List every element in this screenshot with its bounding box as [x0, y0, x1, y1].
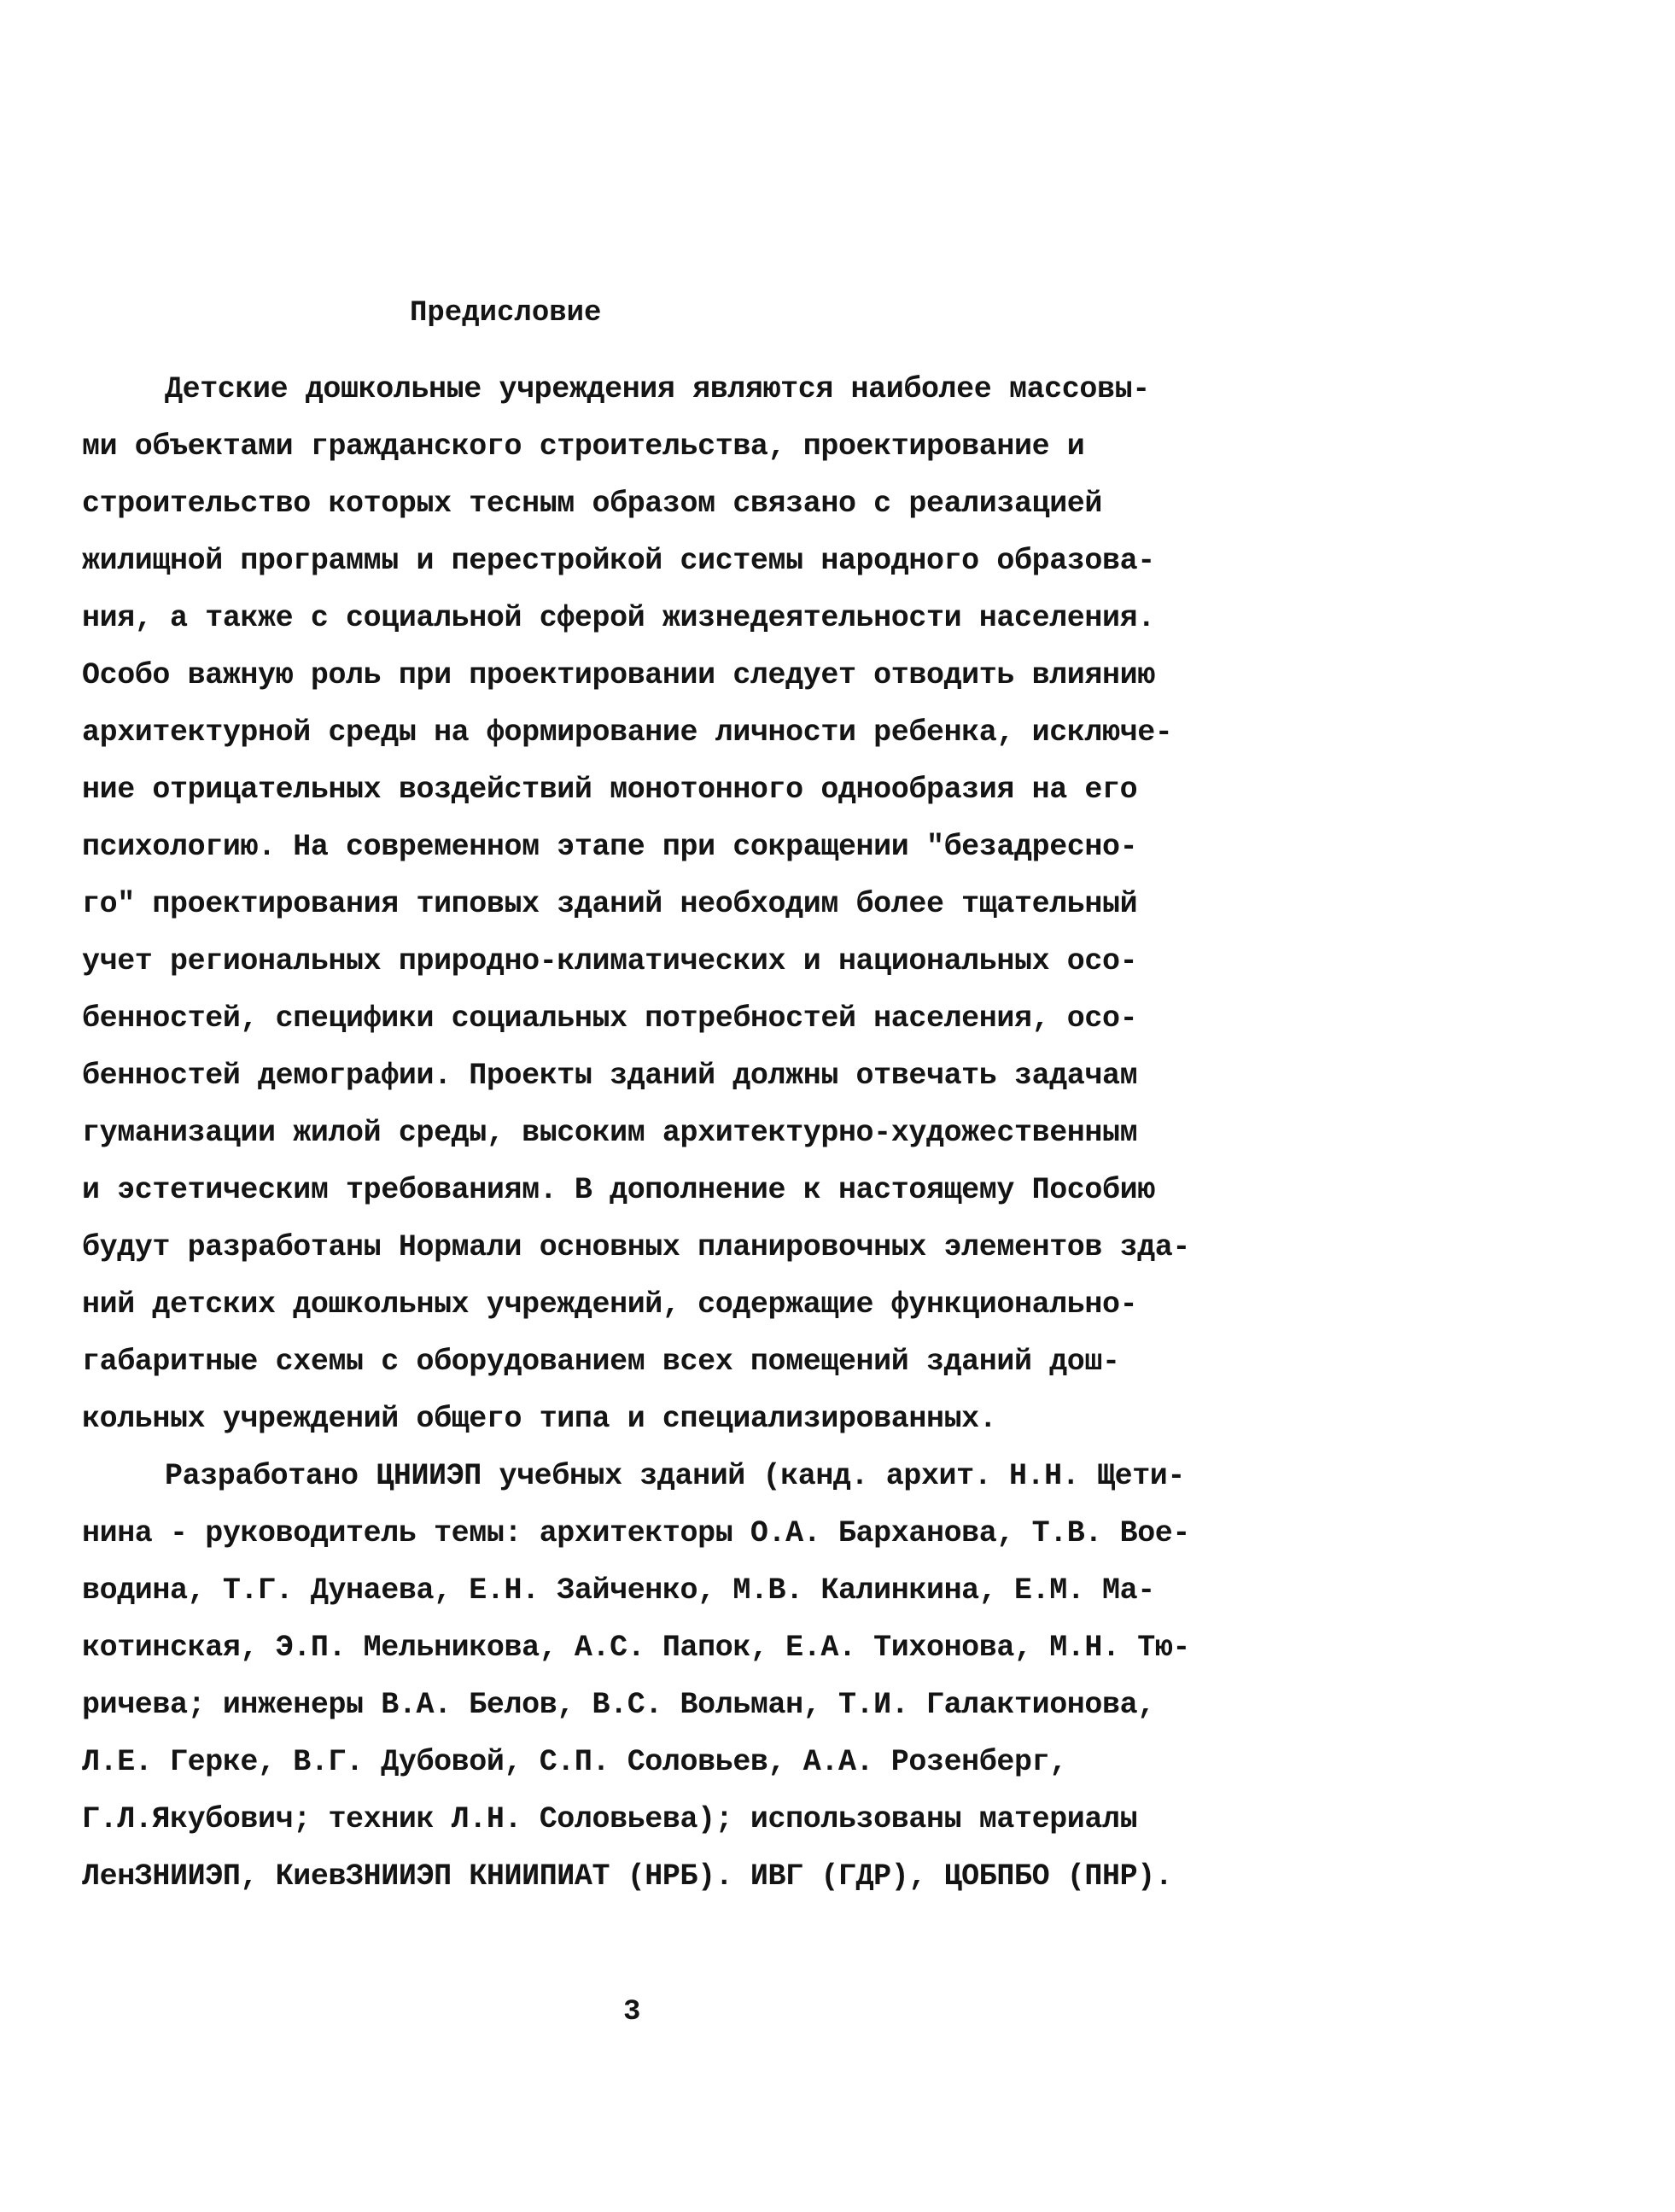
text-line: Особо важную роль при проектировании следует отводить влиянию [82, 658, 1155, 692]
text-line: Г.Л.Якубович; техник Л.Н. Соловьева); использованы материалы [82, 1802, 1138, 1836]
text-line: будут разработаны Нормали основных планировочных элементов зда- [82, 1230, 1191, 1264]
text-line: кольных учреждений общего типа и специализированных. [82, 1402, 997, 1436]
text-line: ний детских дошкольных учреждений, содержащие функционально- [82, 1287, 1138, 1322]
text-line: ричева; инженеры В.А. Белов, В.С. Вольман, Т.И. Галактионова, [82, 1688, 1155, 1722]
text-line: бенностей демографии. Проекты зданий должны отвечать задачам [82, 1059, 1138, 1093]
text-line: ние отрицательных воздействий монотонного однообразия на его [82, 773, 1138, 807]
text-line: гуманизации жилой среды, высоким архитектурно-художественным [82, 1116, 1138, 1150]
text-line: нина - руководитель темы: архитекторы О.А. Барханова, Т.В. Вое- [82, 1516, 1191, 1550]
text-line: Детские дошкольные учреждения являются наиболее массовы- [165, 372, 1150, 406]
text-line: архитектурной среды на формирование личности ребенка, исключе- [82, 715, 1173, 750]
text-line: го" проектирования типовых зданий необходим более тщательный [82, 887, 1138, 921]
text-line: бенностей, специфики социальных потребностей населения, осо- [82, 1001, 1138, 1036]
page-number: 3 [623, 1996, 641, 2028]
text-line: жилищной программы и перестройкой системы народного образова- [82, 544, 1155, 578]
text-line: психологию. На современном этапе при сокращении "безадресно- [82, 830, 1138, 864]
text-line: ми объектами гражданского строительства, проектирование и [82, 429, 1085, 464]
text-line: и эстетическим требованиям. В дополнение к настоящему Пособию [82, 1173, 1155, 1207]
text-line: Л.Е. Герке, В.Г. Дубовой, С.П. Соловьев, А.А. Розенберг, [82, 1745, 1067, 1779]
text-line: ния, а также с социальной сферой жизнедеятельности населения. [82, 601, 1155, 635]
text-line: габаритные схемы с оборудованием всех помещений зданий дош- [82, 1345, 1120, 1379]
text-line: учет региональных природно-климатических и национальных осо- [82, 944, 1138, 978]
text-line: водина, Т.Г. Дунаева, Е.Н. Зайченко, М.В. Калинкина, Е.М. Ма- [82, 1573, 1155, 1608]
page-title: Предисловие [410, 297, 602, 330]
text-line: Разработано ЦНИИЭП учебных зданий (канд. архит. Н.Н. Щети- [165, 1459, 1185, 1493]
text-line: ЛенЗНИИЭП, КиевЗНИИЭП КНИИПИАТ (НРБ). ИВГ (ГДР), ЦОБПБО (ПНР). [82, 1859, 1173, 1894]
text-line: строительство которых тесным образом связано с реализацией [82, 487, 1102, 521]
text-line: котинская, Э.П. Мельникова, А.С. Папок, Е.А. Тихонова, М.Н. Тю- [82, 1631, 1191, 1665]
